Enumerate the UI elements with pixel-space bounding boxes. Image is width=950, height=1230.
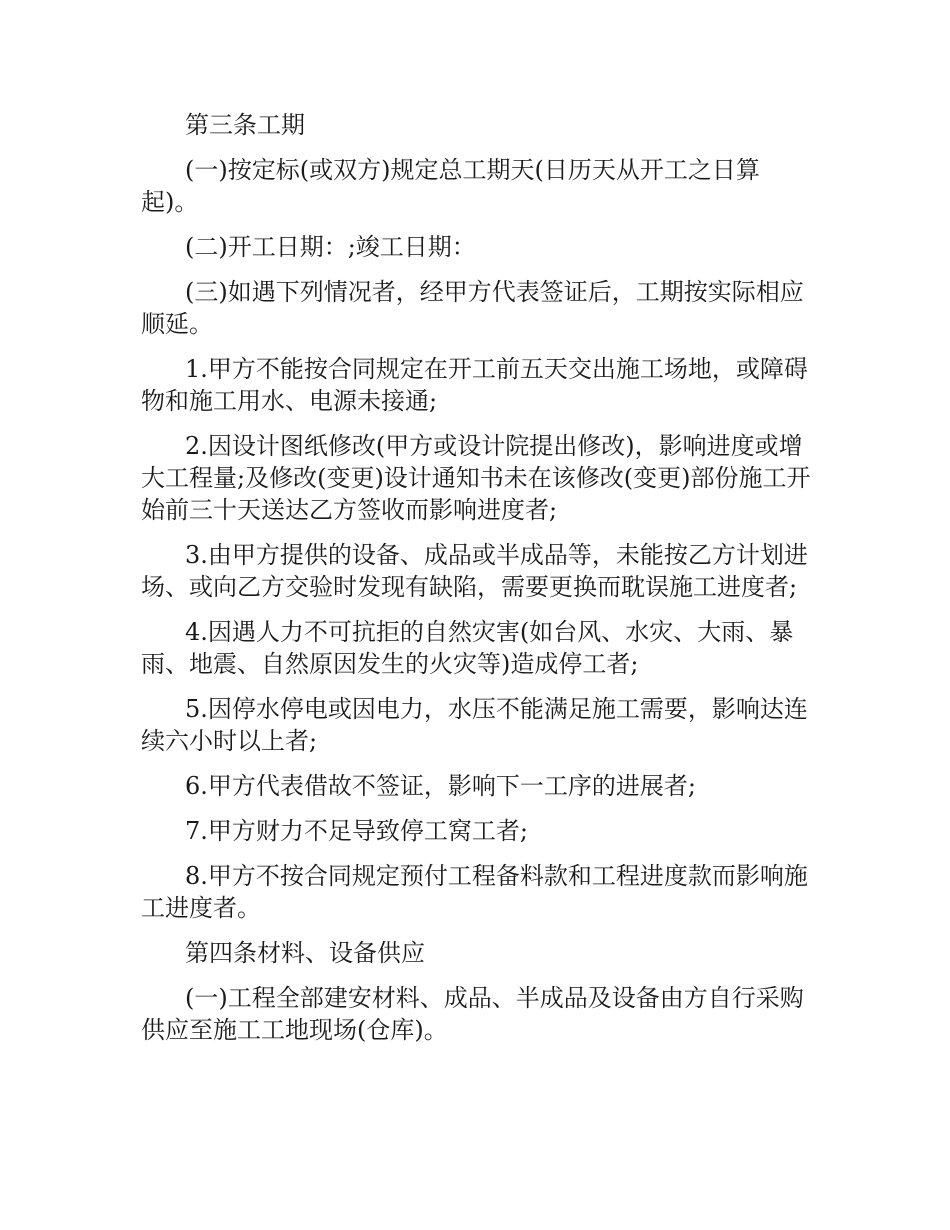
section-heading-article-3: 第三条工期 xyxy=(185,111,305,139)
paragraph-material-supply: (一)工程全部建安材料、成品、半成品及设备由方自行采购供应至施工工地现场(仓库)。 xyxy=(141,984,804,1044)
list-item-4: 4.因遇人力不可抗拒的自然灾害(如台风、水灾、大雨、暴雨、地震、自然原因发生的火灾等)造成停工者; xyxy=(141,618,794,678)
list-item-1: 1.甲方不能按合同规定在开工前五天交出施工场地，或障碍物和施工用水、电源未接通; xyxy=(141,355,808,415)
list-item-8: 8.甲方不按合同规定预付工程备料款和工程进度款而影响施工进度者。 xyxy=(141,862,808,922)
paragraph-total-duration: (一)按定标(或双方)规定总工期天(日历天从开工之日算起)。 xyxy=(141,156,760,216)
list-item-7: 7.甲方财力不足导致停工窝工者; xyxy=(185,817,528,845)
list-item-3: 3.由甲方提供的设备、成品或半成品等，未能按乙方计划进场、或向乙方交验时发现有缺陷，需要更换而耽误施工进度者; xyxy=(141,541,808,601)
paragraph-extension-conditions: (三)如遇下列情况者，经甲方代表签证后，工期按实际相应顺延。 xyxy=(141,278,804,338)
list-item-5: 5.因停水停电或因电力，水压不能满足施工需要，影响达连续六小时以上者; xyxy=(141,695,808,755)
list-item-6: 6.甲方代表借故不签证，影响下一工序的进展者; xyxy=(185,772,696,800)
list-item-2: 2.因设计图纸修改(甲方或设计院提出修改)，影响进度或增大工程量;及修改(变更)设计通知书未在该修改(变更)部份施工开始前三十天送达乙方签收而影响进度者; xyxy=(141,432,811,524)
section-heading-article-4: 第四条材料、设备供应 xyxy=(185,939,425,967)
paragraph-start-end-dates: (二)开工日期：;竣工日期： xyxy=(185,233,476,261)
document-body xyxy=(141,109,813,1059)
